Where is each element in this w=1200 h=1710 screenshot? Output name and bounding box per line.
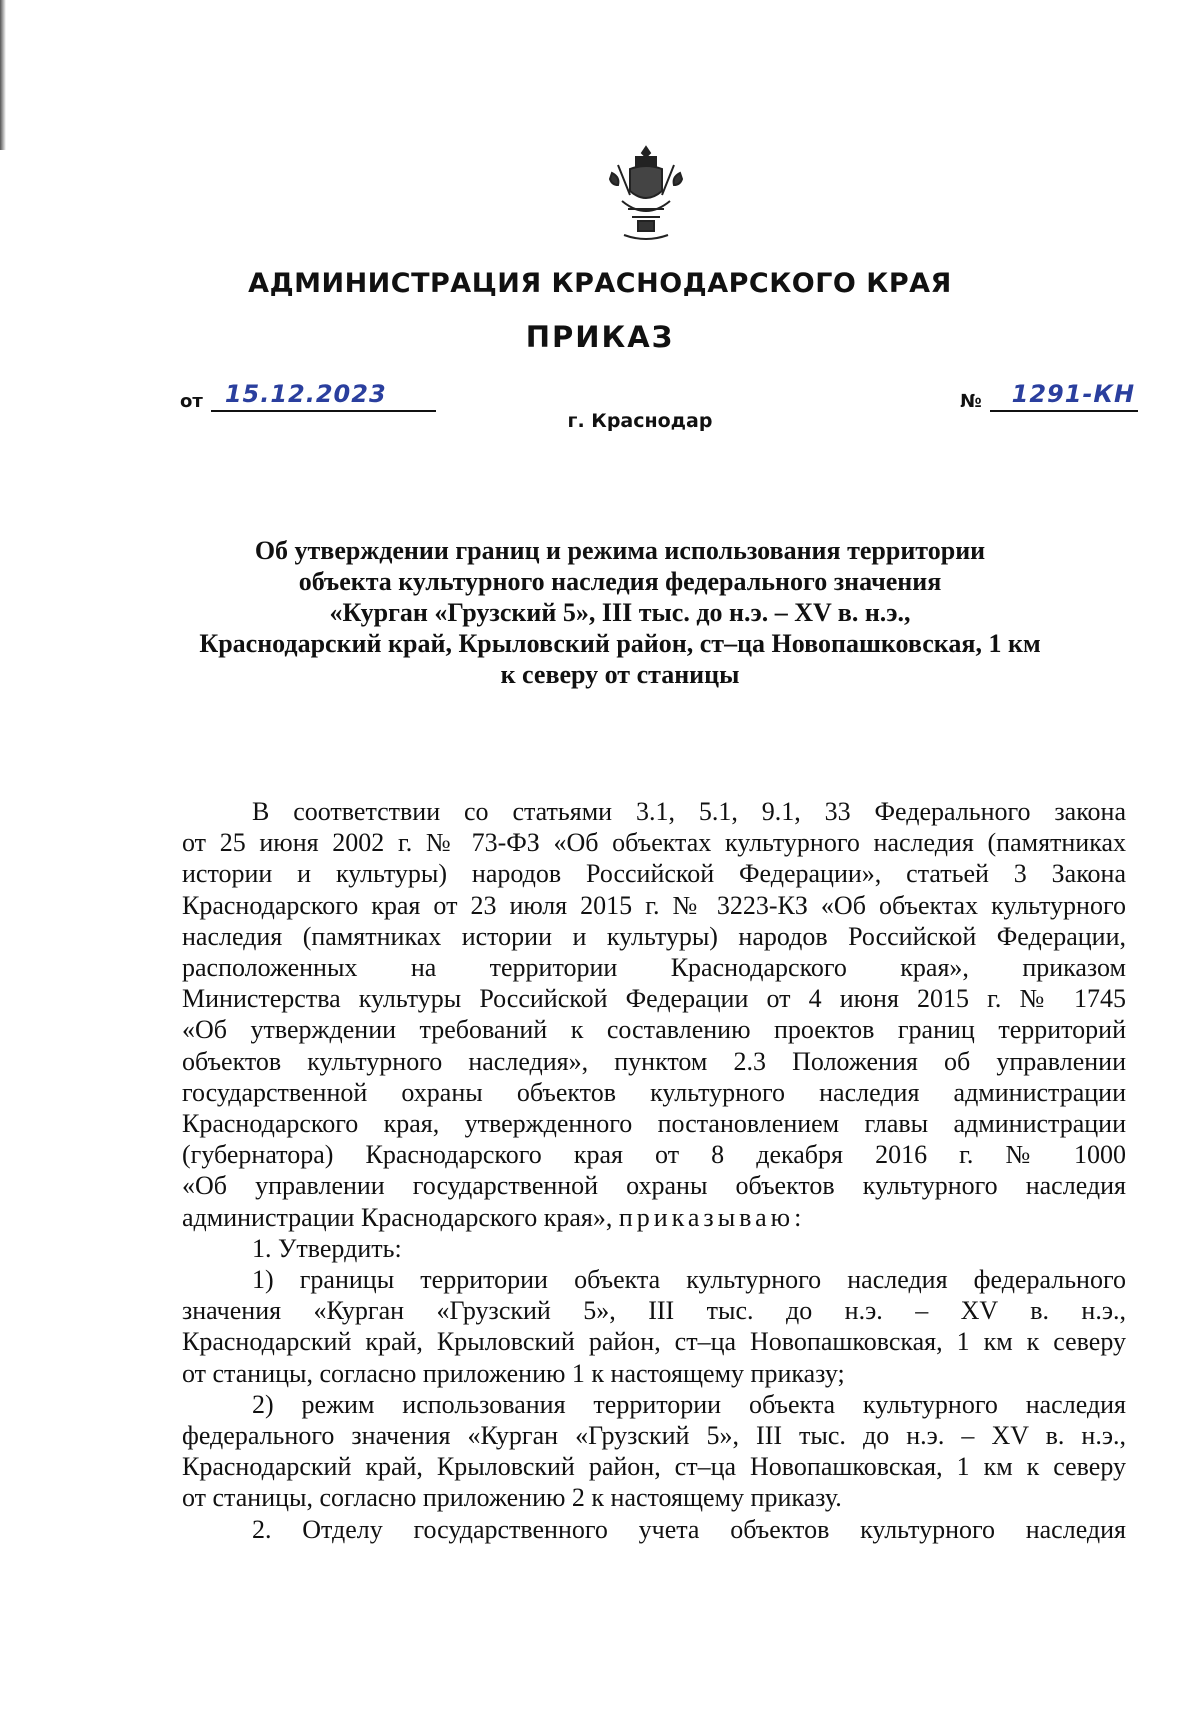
- body-line: значения «Курган «Грузский 5», III тыс. до н.э. – XV в. н.э.,: [182, 1296, 1126, 1326]
- date-line: [180, 380, 436, 412]
- body-line: «Об управлении государственной охраны объектов культурного наследия: [182, 1171, 1126, 1201]
- body-line: 2) режим использования территории объекта культурного наследия: [252, 1389, 1126, 1419]
- body-line: Министерства культуры Российской Федерации от 4 июня 2015 г. № 1745: [182, 984, 1126, 1014]
- item-1-2-paragraph: [182, 1389, 1126, 1514]
- body-line: от станицы, согласно приложению 1 к настоящему приказу;: [182, 1358, 845, 1388]
- body-line: Краснодарский край, Крыловский район, ст–ца Новопашковская, 1 км к северу: [182, 1452, 1126, 1482]
- title-line: Краснодарский край, Крыловский район, ст–ца Новопашковская, 1 км: [199, 629, 1041, 658]
- body-line: «Об утверждении требований к составлению проектов границ территорий: [182, 1015, 1126, 1045]
- document-body: [182, 796, 1126, 1545]
- body-line: от 25 июня 2002 г. № 73-ФЗ «Об объектах культурного наследия (памятниках: [182, 828, 1126, 858]
- date-prefix: от: [180, 391, 203, 412]
- number-prefix: №: [960, 391, 982, 412]
- body-line: государственной охраны объектов культурного наследия администрации: [182, 1077, 1126, 1107]
- handwritten-number: 1291-КН: [1011, 380, 1136, 408]
- scan-edge-shadow: [0, 0, 6, 150]
- body-line: В соответствии со статьями 3.1, 5.1, 9.1, 33 Федерального закона: [252, 797, 1126, 826]
- body-line: объектов культурного наследия», пунктом 2.3 Положения об управлении: [182, 1046, 1126, 1076]
- item-1-1-paragraph: [182, 1264, 1126, 1389]
- number-line: [960, 380, 1138, 412]
- title-line: «Курган «Грузский 5», III тыс. до н.э. – XV в. н.э.,: [329, 598, 911, 627]
- body-line-prefix: администрации Краснодарского края»,: [182, 1202, 613, 1232]
- organization-name: АДМИНИСТРАЦИЯ КРАСНОДАРСКОГО КРАЯ: [248, 268, 952, 299]
- item-2-line: 2. Отделу государственного учета объектов культурного наследия: [252, 1514, 1126, 1544]
- body-line: наследия (памятниках истории и культуры) народов Российской Федерации,: [182, 921, 1126, 951]
- body-line: Краснодарский край, Крыловский район, ст–ца Новопашковская, 1 км к северу: [182, 1327, 1126, 1357]
- document-title: [150, 535, 1090, 690]
- title-line: к северу от станицы: [500, 660, 740, 689]
- body-line: Краснодарского края от 23 июля 2015 г. № 3223-КЗ «Об объектах культурного: [182, 890, 1126, 920]
- body-line: (губернатора) Краснодарского края от 8 декабря 2016 г. № 1000: [182, 1140, 1126, 1170]
- preamble-paragraph: [182, 796, 1126, 1233]
- city: г. Краснодар: [567, 410, 713, 432]
- title-line: Об утверждении границ и режима использования территории: [254, 536, 986, 565]
- number-field: [990, 380, 1138, 412]
- coat-of-arms-icon: [608, 143, 684, 243]
- body-line: 1) границы территории объекта культурного наследия федерального: [252, 1265, 1126, 1295]
- body-line: расположенных на территории Краснодарского края», приказом: [182, 953, 1126, 983]
- body-line: от станицы, согласно приложению 2 к настоящему приказу.: [182, 1483, 842, 1513]
- body-line: истории и культуры) народов Российской Федерации», статьей 3 Закона: [182, 859, 1126, 889]
- document-type: ПРИКАЗ: [525, 320, 675, 354]
- body-line: Краснодарского края, утвержденного постановлением главы администрации: [182, 1109, 1126, 1139]
- order-keyword: приказываю:: [618, 1202, 806, 1232]
- body-line-last: [182, 1202, 1126, 1233]
- handwritten-date: 15.12.2023: [224, 380, 387, 408]
- title-line: объекта культурного наследия федерального значения: [298, 567, 942, 596]
- body-line: федерального значения «Курган «Грузский 5», III тыс. до н.э. – XV в. н.э.,: [182, 1421, 1126, 1451]
- item-1-heading: 1. Утвердить:: [252, 1233, 402, 1263]
- date-field: [211, 380, 436, 412]
